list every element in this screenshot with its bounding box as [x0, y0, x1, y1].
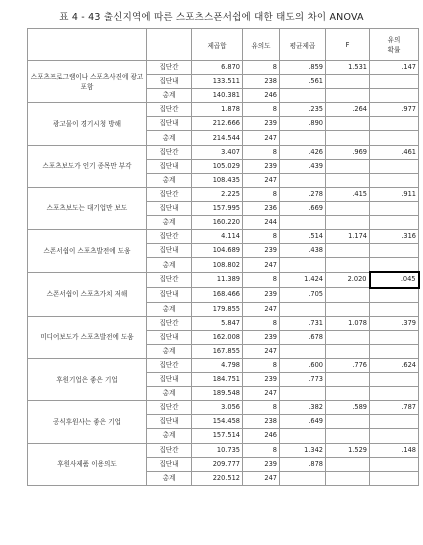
df-cell: 247: [243, 173, 280, 187]
group-cell: 총계: [147, 258, 192, 273]
df-cell: 8: [243, 187, 280, 201]
df-cell: 247: [243, 387, 280, 401]
group-cell: 총계: [147, 89, 192, 103]
sum-of-squares-cell: 162.008: [192, 330, 243, 344]
item-label: 후원기업은 좋은 기업: [28, 358, 147, 400]
p-value-cell: [370, 244, 419, 258]
sum-of-squares-cell: 10.735: [192, 443, 243, 457]
p-value-cell: .148: [370, 443, 419, 457]
mean-square-cell: [280, 387, 326, 401]
f-value-cell: [326, 159, 370, 173]
mean-square-cell: .878: [280, 457, 326, 471]
header-row: [28, 29, 419, 61]
f-value-cell: .264: [326, 103, 370, 117]
f-value-cell: 1.531: [326, 61, 370, 75]
f-value-cell: [326, 216, 370, 230]
group-cell: 집단내: [147, 117, 192, 131]
group-cell: 총계: [147, 344, 192, 358]
f-value-cell: [326, 258, 370, 273]
group-cell: 집단내: [147, 244, 192, 258]
f-value-cell: 2.020: [326, 272, 370, 287]
sum-of-squares-cell: 209.777: [192, 457, 243, 471]
group-cell: 집단간: [147, 401, 192, 415]
group-cell: 집단간: [147, 61, 192, 75]
f-value-cell: [326, 330, 370, 344]
df-cell: 8: [243, 145, 280, 159]
group-cell: 총계: [147, 471, 192, 485]
sum-of-squares-cell: 11.389: [192, 272, 243, 287]
sum-of-squares-cell: 189.548: [192, 387, 243, 401]
df-cell: 8: [243, 61, 280, 75]
header-f: F: [326, 29, 370, 61]
p-value-cell: [370, 373, 419, 387]
item-label: 공식후원사는 좋은 기업: [28, 401, 147, 443]
f-value-cell: .589: [326, 401, 370, 415]
p-value-cell: [370, 258, 419, 273]
sum-of-squares-cell: 160.220: [192, 216, 243, 230]
mean-square-cell: .438: [280, 244, 326, 258]
f-value-cell: [326, 302, 370, 316]
p-value-cell: [370, 159, 419, 173]
p-value-cell: .379: [370, 316, 419, 330]
p-value-cell: .624: [370, 358, 419, 372]
f-value-cell: [326, 457, 370, 471]
header-significance: 유의 확률: [370, 29, 419, 61]
df-cell: 8: [243, 443, 280, 457]
anova-table: [27, 28, 420, 486]
df-cell: 246: [243, 89, 280, 103]
df-cell: 239: [243, 457, 280, 471]
header-mean-square: 평균제곱: [280, 29, 326, 61]
item-label: 스폰서쉽이 스포츠가치 저해: [28, 272, 147, 316]
f-value-cell: [326, 75, 370, 89]
p-value-cell: [370, 457, 419, 471]
item-label: 광고물이 경기시청 방해: [28, 103, 147, 145]
sum-of-squares-cell: 4.114: [192, 230, 243, 244]
sum-of-squares-cell: 154.458: [192, 415, 243, 429]
table-row: [28, 61, 419, 75]
sum-of-squares-cell: 167.855: [192, 344, 243, 358]
item-label: 스폰서쉽이 스포츠발전에 도움: [28, 230, 147, 273]
mean-square-cell: 1.342: [280, 443, 326, 457]
table-row: [28, 401, 419, 415]
table-row: [28, 103, 419, 117]
sum-of-squares-cell: 4.798: [192, 358, 243, 372]
df-cell: 247: [243, 344, 280, 358]
sum-of-squares-cell: 2.225: [192, 187, 243, 201]
sum-of-squares-cell: 3.407: [192, 145, 243, 159]
sum-of-squares-cell: 157.514: [192, 429, 243, 443]
f-value-cell: [326, 244, 370, 258]
p-value-cell: [370, 173, 419, 187]
mean-square-cell: [280, 344, 326, 358]
group-cell: 집단내: [147, 330, 192, 344]
table-caption: 표 4 - 43 출신지역에 따른 스포츠스폰서쉽에 대한 태도의 차이 ANOVA: [59, 12, 364, 23]
item-label: 스포츠보도는 대기업만 보도: [28, 187, 147, 229]
df-cell: 247: [243, 471, 280, 485]
group-cell: 총계: [147, 131, 192, 145]
sum-of-squares-cell: 1.878: [192, 103, 243, 117]
f-value-cell: [326, 387, 370, 401]
mean-square-cell: 1.424: [280, 272, 326, 287]
sum-of-squares-cell: 108.802: [192, 258, 243, 273]
p-value-cell: [370, 201, 419, 215]
item-label: 후원사제품 이용의도: [28, 443, 147, 485]
f-value-cell: .415: [326, 187, 370, 201]
group-cell: 집단내: [147, 373, 192, 387]
item-label: 스포츠보도가 인기 종목만 부각: [28, 145, 147, 187]
mean-square-cell: [280, 131, 326, 145]
group-cell: 집단내: [147, 288, 192, 303]
group-cell: 집단간: [147, 187, 192, 201]
sum-of-squares-cell: 212.666: [192, 117, 243, 131]
p-value-cell: .461: [370, 145, 419, 159]
df-cell: 239: [243, 159, 280, 173]
df-cell: 247: [243, 258, 280, 273]
sum-of-squares-cell: 214.544: [192, 131, 243, 145]
mean-square-cell: .669: [280, 201, 326, 215]
p-value-cell: [370, 429, 419, 443]
f-value-cell: .776: [326, 358, 370, 372]
sum-of-squares-cell: 108.435: [192, 173, 243, 187]
table-row: [28, 230, 419, 244]
f-value-cell: [326, 373, 370, 387]
p-value-cell: .787: [370, 401, 419, 415]
mean-square-cell: .235: [280, 103, 326, 117]
group-cell: 집단내: [147, 457, 192, 471]
f-value-cell: [326, 117, 370, 131]
df-cell: 238: [243, 75, 280, 89]
df-cell: 239: [243, 330, 280, 344]
df-cell: 8: [243, 230, 280, 244]
p-value-cell: [370, 471, 419, 485]
table-row: [28, 316, 419, 330]
mean-square-cell: [280, 216, 326, 230]
group-cell: 집단내: [147, 159, 192, 173]
group-cell: 총계: [147, 429, 192, 443]
mean-square-cell: [280, 302, 326, 316]
df-cell: 239: [243, 117, 280, 131]
mean-square-cell: .678: [280, 330, 326, 344]
mean-square-cell: .278: [280, 187, 326, 201]
sum-of-squares-cell: 179.855: [192, 302, 243, 316]
item-label: 미디어보도가 스포츠발전에 도움: [28, 316, 147, 358]
p-value-cell: [370, 288, 419, 303]
mean-square-cell: .649: [280, 415, 326, 429]
p-value-cell: [370, 344, 419, 358]
f-value-cell: [326, 344, 370, 358]
df-cell: 246: [243, 429, 280, 443]
f-value-cell: [326, 415, 370, 429]
mean-square-cell: .890: [280, 117, 326, 131]
sum-of-squares-cell: 105.029: [192, 159, 243, 173]
sum-of-squares-cell: 184.751: [192, 373, 243, 387]
table-row: [28, 145, 419, 159]
f-value-cell: [326, 201, 370, 215]
mean-square-cell: [280, 258, 326, 273]
group-cell: 총계: [147, 302, 192, 316]
header-blank-2: [147, 29, 192, 61]
group-cell: 집단내: [147, 415, 192, 429]
mean-square-cell: [280, 471, 326, 485]
p-value-cell: [370, 415, 419, 429]
p-value-cell: [370, 117, 419, 131]
mean-square-cell: .382: [280, 401, 326, 415]
sum-of-squares-cell: 5.847: [192, 316, 243, 330]
f-value-cell: .969: [326, 145, 370, 159]
sum-of-squares-cell: 140.381: [192, 89, 243, 103]
mean-square-cell: [280, 173, 326, 187]
header-df: 유의도: [243, 29, 280, 61]
mean-square-cell: .514: [280, 230, 326, 244]
mean-square-cell: [280, 89, 326, 103]
df-cell: 244: [243, 216, 280, 230]
mean-square-cell: .859: [280, 61, 326, 75]
table-row: [28, 358, 419, 372]
df-cell: 239: [243, 244, 280, 258]
df-cell: 236: [243, 201, 280, 215]
df-cell: 8: [243, 358, 280, 372]
sum-of-squares-cell: 3.056: [192, 401, 243, 415]
sum-of-squares-cell: 133.511: [192, 75, 243, 89]
f-value-cell: [326, 288, 370, 303]
group-cell: 집단간: [147, 103, 192, 117]
mean-square-cell: [280, 429, 326, 443]
header-blank-1: [28, 29, 147, 61]
sum-of-squares-cell: 6.870: [192, 61, 243, 75]
p-value-cell: .316: [370, 230, 419, 244]
sum-of-squares-cell: 104.689: [192, 244, 243, 258]
df-cell: 8: [243, 272, 280, 287]
p-value-cell: .147: [370, 61, 419, 75]
p-value-cell: [370, 89, 419, 103]
df-cell: 238: [243, 415, 280, 429]
group-cell: 집단간: [147, 316, 192, 330]
header-sum-of-squares: 제곱합: [192, 29, 243, 61]
df-cell: 8: [243, 103, 280, 117]
p-value-cell: .911: [370, 187, 419, 201]
mean-square-cell: .773: [280, 373, 326, 387]
p-value-cell: [370, 330, 419, 344]
table-row: [28, 272, 419, 287]
f-value-cell: 1.529: [326, 443, 370, 457]
group-cell: 집단내: [147, 201, 192, 215]
f-value-cell: [326, 131, 370, 145]
group-cell: 총계: [147, 173, 192, 187]
p-value-cell: .045: [370, 272, 419, 287]
table-body: [28, 61, 419, 486]
df-cell: 8: [243, 401, 280, 415]
sum-of-squares-cell: 168.466: [192, 288, 243, 303]
p-value-cell: [370, 302, 419, 316]
f-value-cell: 1.078: [326, 316, 370, 330]
group-cell: 집단간: [147, 272, 192, 287]
item-label: 스포츠프로그램이나 스포츠사진에 광고포함: [28, 61, 147, 103]
mean-square-cell: .561: [280, 75, 326, 89]
group-cell: 총계: [147, 387, 192, 401]
p-value-cell: [370, 216, 419, 230]
mean-square-cell: .426: [280, 145, 326, 159]
sum-of-squares-cell: 157.995: [192, 201, 243, 215]
p-value-cell: [370, 75, 419, 89]
group-cell: 집단내: [147, 75, 192, 89]
group-cell: 집단간: [147, 230, 192, 244]
mean-square-cell: .705: [280, 288, 326, 303]
p-value-cell: [370, 131, 419, 145]
sum-of-squares-cell: 220.512: [192, 471, 243, 485]
df-cell: 239: [243, 373, 280, 387]
f-value-cell: [326, 471, 370, 485]
f-value-cell: 1.174: [326, 230, 370, 244]
mean-square-cell: .731: [280, 316, 326, 330]
mean-square-cell: .600: [280, 358, 326, 372]
f-value-cell: [326, 429, 370, 443]
df-cell: 247: [243, 302, 280, 316]
group-cell: 총계: [147, 216, 192, 230]
p-value-cell: [370, 387, 419, 401]
p-value-cell: .977: [370, 103, 419, 117]
df-cell: 247: [243, 131, 280, 145]
df-cell: 239: [243, 288, 280, 303]
table-row: [28, 187, 419, 201]
mean-square-cell: .439: [280, 159, 326, 173]
f-value-cell: [326, 173, 370, 187]
table-row: [28, 443, 419, 457]
f-value-cell: [326, 89, 370, 103]
df-cell: 8: [243, 316, 280, 330]
group-cell: 집단간: [147, 145, 192, 159]
group-cell: 집단간: [147, 443, 192, 457]
group-cell: 집단간: [147, 358, 192, 372]
